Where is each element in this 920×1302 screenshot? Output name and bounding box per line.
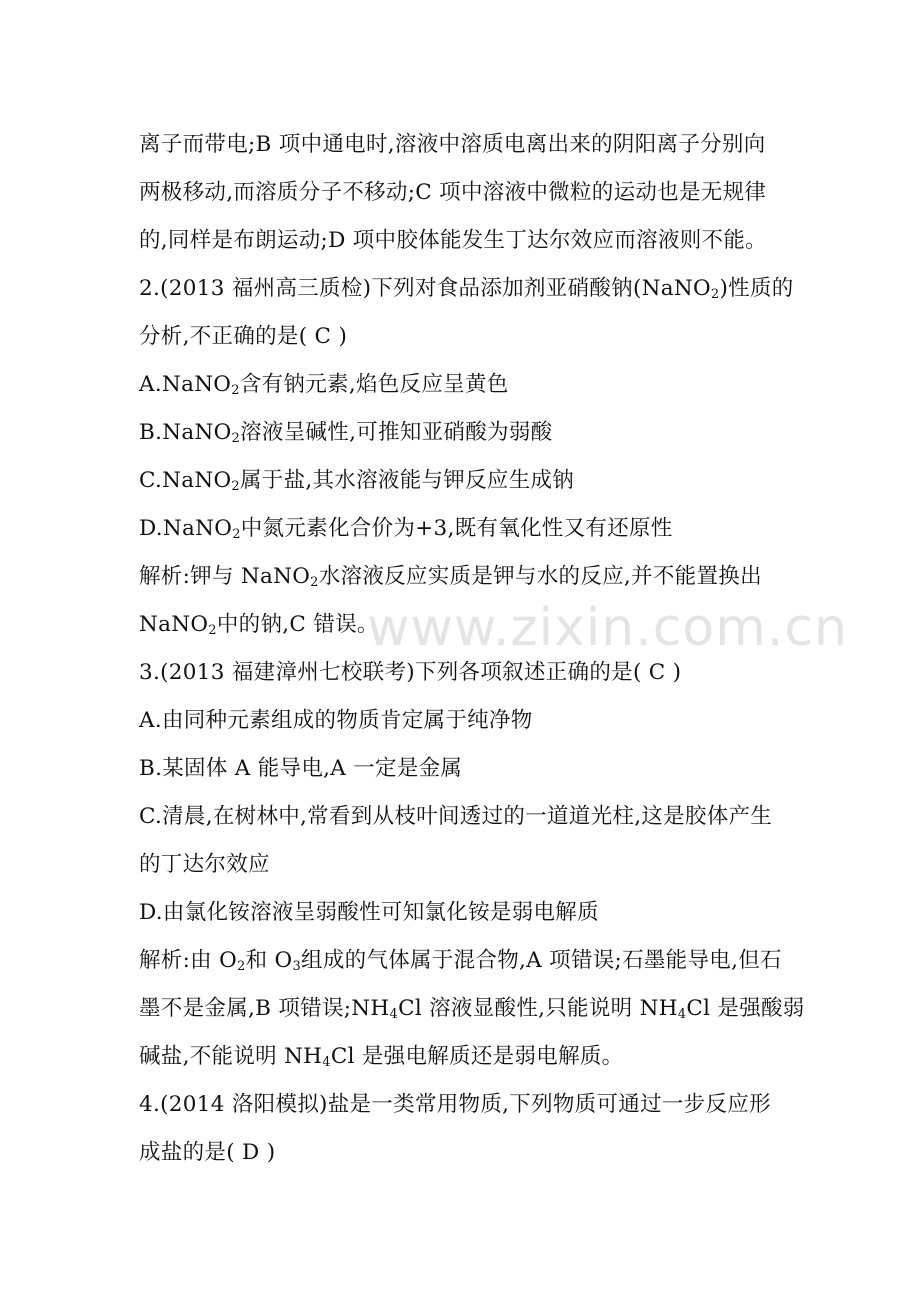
subscript: 3 [292,959,302,974]
text-run: 4.(2014 洛阳模拟)盐是一类常用物质,下列物质可通过一步反应形 [139,1092,771,1117]
text-run: B.NaNO [139,420,232,445]
subscript: 2 [310,575,319,590]
text-run: 解析:钾与 NaNO [139,564,311,589]
text-line [139,466,574,496]
text-run: 两极移动,而溶质分子不移动;C 项中溶液中微粒的运动也是无规律 [139,180,767,205]
text-line [139,754,462,784]
subscript: 2 [231,479,240,494]
text-run: C.NaNO [139,468,232,493]
text-line [139,994,805,1024]
text-line [139,514,673,544]
text-run: Cl 是强酸弱 [686,996,805,1021]
subscript: 4 [677,1007,687,1022]
text-run: 墨不是金属,B 项错误;NH [139,996,390,1021]
text-run: 属于盐,其水溶液能与钾反应生成钠 [239,468,575,493]
text-line [139,322,347,352]
text-line [139,178,766,208]
text-run: D.NaNO [139,516,233,541]
text-line [139,706,533,736]
text-run: 2.(2013 福州高三质检)下列对食品添加剂亚硝酸钠(NaNO [139,276,711,301]
text-run: 3.(2013 福建漳州七校联考)下列各项叙述正确的是( C ) [139,660,682,685]
text-run: 含有钠元素,焰色反应呈黄色 [239,372,509,397]
subscript: 2 [710,287,720,302]
text-run: 中的钠,C 错误。 [216,612,379,637]
text-run: 水溶液反应实质是钾与水的反应,并不能置换出 [318,564,762,589]
text-line [139,658,681,688]
text-run: 碱盐,不能说明 NH [139,1044,323,1069]
text-line [139,1090,771,1120]
watermark: www.zixin.com.cn [367,598,848,658]
text-run: A.NaNO [139,372,232,397]
text-line [139,562,762,592]
text-run: 离子而带电;B 项中通电时,溶液中溶质电离出来的阴阳离子分别向 [139,132,766,157]
text-run: 和 O [245,948,293,973]
text-line [139,130,766,160]
text-run: D.由氯化铵溶液呈弱酸性可知氯化铵是弱电解质 [139,900,599,925]
text-line [139,1042,623,1072]
text-run: B.某固体 A 能导电,A 一定是金属 [139,756,463,781]
text-run: )性质的 [719,276,794,301]
text-run: 成盐的是( D ) [139,1140,276,1165]
text-line [139,274,794,304]
text-line [139,850,270,880]
text-run: NaNO [139,612,209,637]
text-run: 分析,不正确的是( C ) [139,324,348,349]
text-run: 组成的气体属于混合物,A 项错误;石墨能导电,但石 [301,948,782,973]
text-run: 解析:由 O [139,948,238,973]
subscript: 2 [232,527,241,542]
text-line [139,370,509,400]
text-run: A.由同种元素组成的物质肯定属于纯净物 [139,708,533,733]
subscript: 2 [208,623,217,638]
text-line [139,1138,275,1168]
text-run: C.清晨,在树林中,常看到从枝叶间透过的一道道光柱,这是胶体产生 [139,804,773,829]
text-run: 的,同样是布朗运动;D 项中胶体能发生丁达尔效应而溶液则不能。 [139,228,767,253]
subscript: 2 [237,959,246,974]
text-run: 溶液呈碱性,可推知亚硝酸为弱酸 [240,420,553,445]
text-line [139,802,772,832]
text-line [139,226,767,256]
text-line [139,898,599,928]
text-run: 中氮元素化合价为+3,既有氧化性又有还原性 [240,516,673,541]
text-run: 的丁达尔效应 [139,852,270,877]
text-run: Cl 溶液显酸性,只能说明 NH [398,996,678,1021]
subscript: 2 [231,431,241,446]
text-line [139,418,552,448]
text-run: Cl 是强电解质还是弱电解质。 [330,1044,624,1069]
subscript: 4 [322,1055,331,1070]
text-line [139,946,782,976]
text-line [139,610,379,640]
subscript: 2 [231,383,240,398]
subscript: 4 [389,1007,399,1022]
